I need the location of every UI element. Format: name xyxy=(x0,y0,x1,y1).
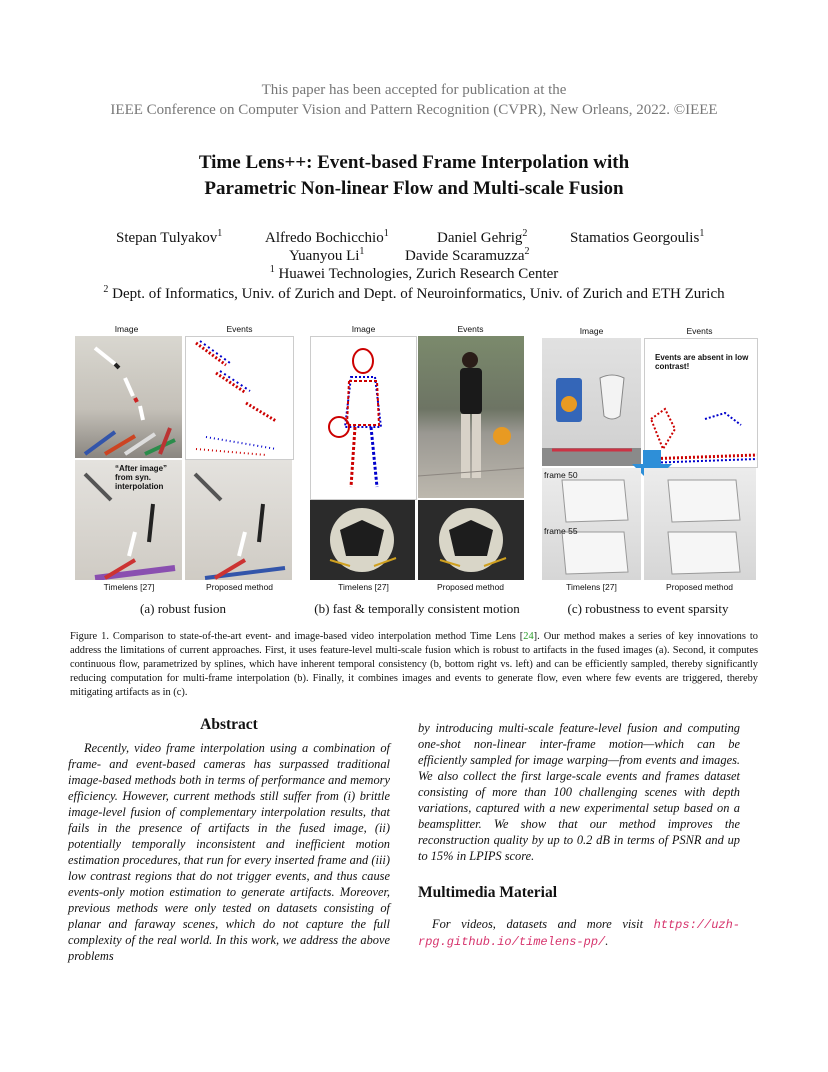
panel-c-proposed-label: Proposed method xyxy=(665,582,734,592)
panel-a-image-top xyxy=(75,336,182,458)
affiliation-2: $^2$ Dept. of Informatics, Univ. of Zurich and Dept. of Neuroinformatics, Univ. of Zurich and ETH Zurich xyxy=(103,284,725,302)
publication-note-line1: This paper has been accepted for publication at the xyxy=(261,82,567,98)
panel-a-image-bottom xyxy=(75,460,182,580)
panel-c-subcaption: (c) robustness to event sparsity xyxy=(567,601,729,616)
citation-link[interactable]: 24 xyxy=(523,631,534,642)
paper-title xyxy=(0,150,828,202)
author: Alfredo Bochicchio$^1$ xyxy=(265,228,389,246)
soccer-player xyxy=(418,336,524,498)
panel-a-events-label: Events xyxy=(226,324,253,334)
panel-b-proposed-label: Proposed method xyxy=(436,582,505,592)
panel-c-image-label: Image xyxy=(579,326,604,336)
affiliation-1: $^1$ Huawei Technologies, Zurich Research Center xyxy=(269,264,559,282)
panel-a-events-top xyxy=(185,336,294,460)
panel-c-events-top xyxy=(644,338,758,468)
panel-b-events-label: Events xyxy=(457,324,484,334)
multimedia-heading: Multimedia Material xyxy=(418,884,558,901)
publication-note-line2: IEEE Conference on Computer Vision and Pattern Recognition (CVPR), New Orleans, 2022. ©IEEE xyxy=(110,102,718,118)
panel-b-events-frame xyxy=(310,336,417,500)
author: Davide Scaramuzza$^2$ xyxy=(405,246,530,264)
panel-b-timelens-crop xyxy=(310,500,415,580)
panel-c-timelens-label: Timelens [27] xyxy=(566,582,617,592)
project-link[interactable]: https://uzh-rpg.github.io/timelens-pp/ xyxy=(418,918,740,949)
panel-c-proposed-crop xyxy=(644,468,756,580)
panel-a-subcaption: (a) robust fusion xyxy=(140,601,226,616)
abstract-right-text: by introducing multi-scale feature-level fusion and computing one-shot non-linear inter-frame motion—which can be efficiently sampled for image warping—from events and images. We also collect the first large-scale events and frames dataset consisting of more than 100 challenging scenes with depth variations, captured with a new experimental setup based on a beamsplitter. We show that our method improves the reconstruction quality by up to 0.2 dB in terms of PSNR and up to 15% in LPIPS score. xyxy=(418,721,740,863)
multimedia-text: For videos, datasets and more visit https://uzh-rpg.github.io/timelens-pp/. xyxy=(418,917,740,949)
panel-a-image-bottom-proposed xyxy=(185,460,292,580)
abstract-left-text: Recently, video frame interpolation using a combination of frame- and event-based cameras has surpassed traditional image-based methods both in terms of performance and memory efficiency. However, current methods still suffer from (i) brittle image-level fusion of complementary interpolation results, that fails in the presence of artifacts in the fused image, (ii) potentially temporally inconsistent and inefficient motion estimation procedures, that run for every inserted frame and (iii) low contrast regions that do not trigger events, and thus cause events-only motion estimation to generate artifacts. Moreover, previous methods were only tested on datasets consisting of planar and faraway scenes, which do not capture the full complexity of the real world. In this work, we address the above problems xyxy=(68,741,390,963)
panel-a-timelens-label: Timelens [27] xyxy=(103,582,155,592)
abstract-heading: Abstract xyxy=(200,716,258,733)
panel-b-image-frame xyxy=(418,336,524,498)
figure-caption: Figure 1. Comparison to state-of-the-art event- and image-based video interpolation method Time Lens [24]. Our method makes a series of key innovations to address the limitations of current approaches. First, it uses feature-level multi-scale fusion which is robust to artifacts in the fused images (a). Second, it computes continuous flow, parametrized by splines, which have inherent temporal consistency (b, bottom right vs. left) and can be efficiently sampled, thereby significantly reducing computation for multi-frame interpolation (b). Finally, it combines images and events to generate flow, even where few events are triggered, thereby mitigating artifacts as in (c). xyxy=(70,631,758,698)
panel-b-proposed-crop xyxy=(418,500,524,580)
panel-b-image-label: Image xyxy=(351,324,376,334)
panel-b-subcaption: (b) fast & temporally consistent motion xyxy=(314,601,520,616)
pencils-result-proposed xyxy=(185,460,292,580)
panel-a-image-label: Image xyxy=(114,324,139,334)
event-map xyxy=(186,337,293,459)
low-contrast-annotation: Events are absent in low contrast! xyxy=(655,353,749,371)
glass-crop-timelens xyxy=(542,468,641,580)
panel-c-image-top xyxy=(542,338,641,466)
author: Stepan Tulyakov$^1$ xyxy=(116,228,223,246)
panel-b-timelens-label: Timelens [27] xyxy=(338,582,389,592)
publication-note xyxy=(0,80,828,120)
ball-crop-proposed xyxy=(418,500,524,580)
panel-a-proposed-label: Proposed method xyxy=(205,582,274,592)
author: Stamatios Georgoulis$^1$ xyxy=(570,228,705,246)
ball-crop-timelens xyxy=(310,500,415,580)
glass-scene xyxy=(542,338,641,466)
title-line1: Time Lens++: Event-based Frame Interpolation with xyxy=(198,152,630,173)
after-image-annotation: “After image” from syn. interpolation xyxy=(115,464,168,491)
frame-50-label: frame 50 xyxy=(544,470,578,480)
pencils-scene xyxy=(75,336,182,458)
author: Daniel Gehrig$^2$ xyxy=(437,228,528,246)
panel-c-timelens-crop xyxy=(542,468,641,580)
frame-55-label: frame 55 xyxy=(544,526,578,536)
glass-crop-proposed xyxy=(644,468,756,580)
figure-1 xyxy=(70,320,760,620)
soccer-events xyxy=(311,337,416,499)
title-line2: Parametric Non-linear Flow and Multi-scale Fusion xyxy=(204,178,624,199)
author: Yuanyou Li$^1$ xyxy=(289,246,365,264)
panel-c-events-label: Events xyxy=(686,326,713,336)
